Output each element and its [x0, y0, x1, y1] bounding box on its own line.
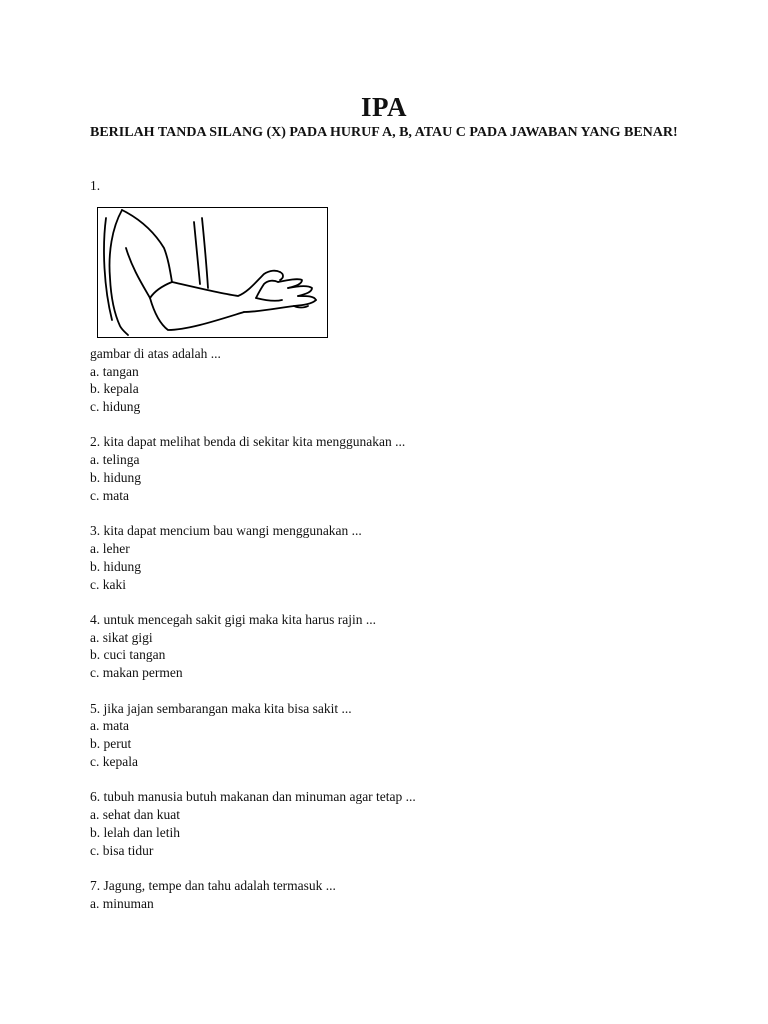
question-text: gambar di atas adalah ... [90, 345, 221, 361]
question-3 [90, 522, 730, 593]
option-c: c. kepala [90, 753, 138, 769]
option-a: a. minuman [90, 895, 154, 911]
question-4 [90, 611, 730, 682]
option-a: a. telinga [90, 452, 140, 468]
option-c: c. mata [90, 487, 129, 503]
option-c: c. kaki [90, 576, 126, 592]
hand-arm-illustration [97, 207, 328, 338]
hand-arm-icon [98, 208, 327, 337]
option-c: c. bisa tidur [90, 842, 154, 858]
option-b: b. lelah dan letih [90, 824, 180, 840]
question-list [90, 177, 730, 930]
question-number: 1. [90, 178, 101, 193]
option-a: a. mata [90, 718, 129, 734]
option-a: a. leher [90, 540, 130, 556]
page-title: IPA [361, 92, 407, 122]
question-6 [90, 788, 730, 859]
question-5 [90, 700, 730, 771]
question-text: 5. jika jajan sembarangan maka kita bisa sakit ... [90, 700, 352, 716]
option-b: b. cuci tangan [90, 647, 166, 663]
instruction-text: BERILAH TANDA SILANG (X) PADA HURUF A, B, ATAU C PADA JAWABAN YANG BENAR! [90, 125, 678, 140]
option-c: c. makan permen [90, 665, 183, 681]
option-a: a. sehat dan kuat [90, 807, 180, 823]
option-b: b. perut [90, 736, 132, 752]
option-b: b. hidung [90, 558, 142, 574]
option-c: c. hidung [90, 399, 141, 415]
question-7 [90, 877, 730, 913]
option-b: b. kepala [90, 381, 139, 397]
option-b: b. hidung [90, 470, 142, 486]
question-text: 6. tubuh manusia butuh makanan dan minuman agar tetap ... [90, 789, 416, 805]
question-text: 3. kita dapat mencium bau wangi menggunakan ... [90, 523, 362, 539]
question-text: 7. Jagung, tempe dan tahu adalah termasuk ... [90, 877, 336, 893]
option-a: a. sikat gigi [90, 629, 153, 645]
question-text: 4. untuk mencegah sakit gigi maka kita harus rajin ... [90, 611, 377, 627]
question-1 [90, 177, 730, 416]
option-a: a. tangan [90, 363, 139, 379]
question-text: 2. kita dapat melihat benda di sekitar kita menggunakan ... [90, 434, 406, 450]
question-2 [90, 433, 730, 504]
